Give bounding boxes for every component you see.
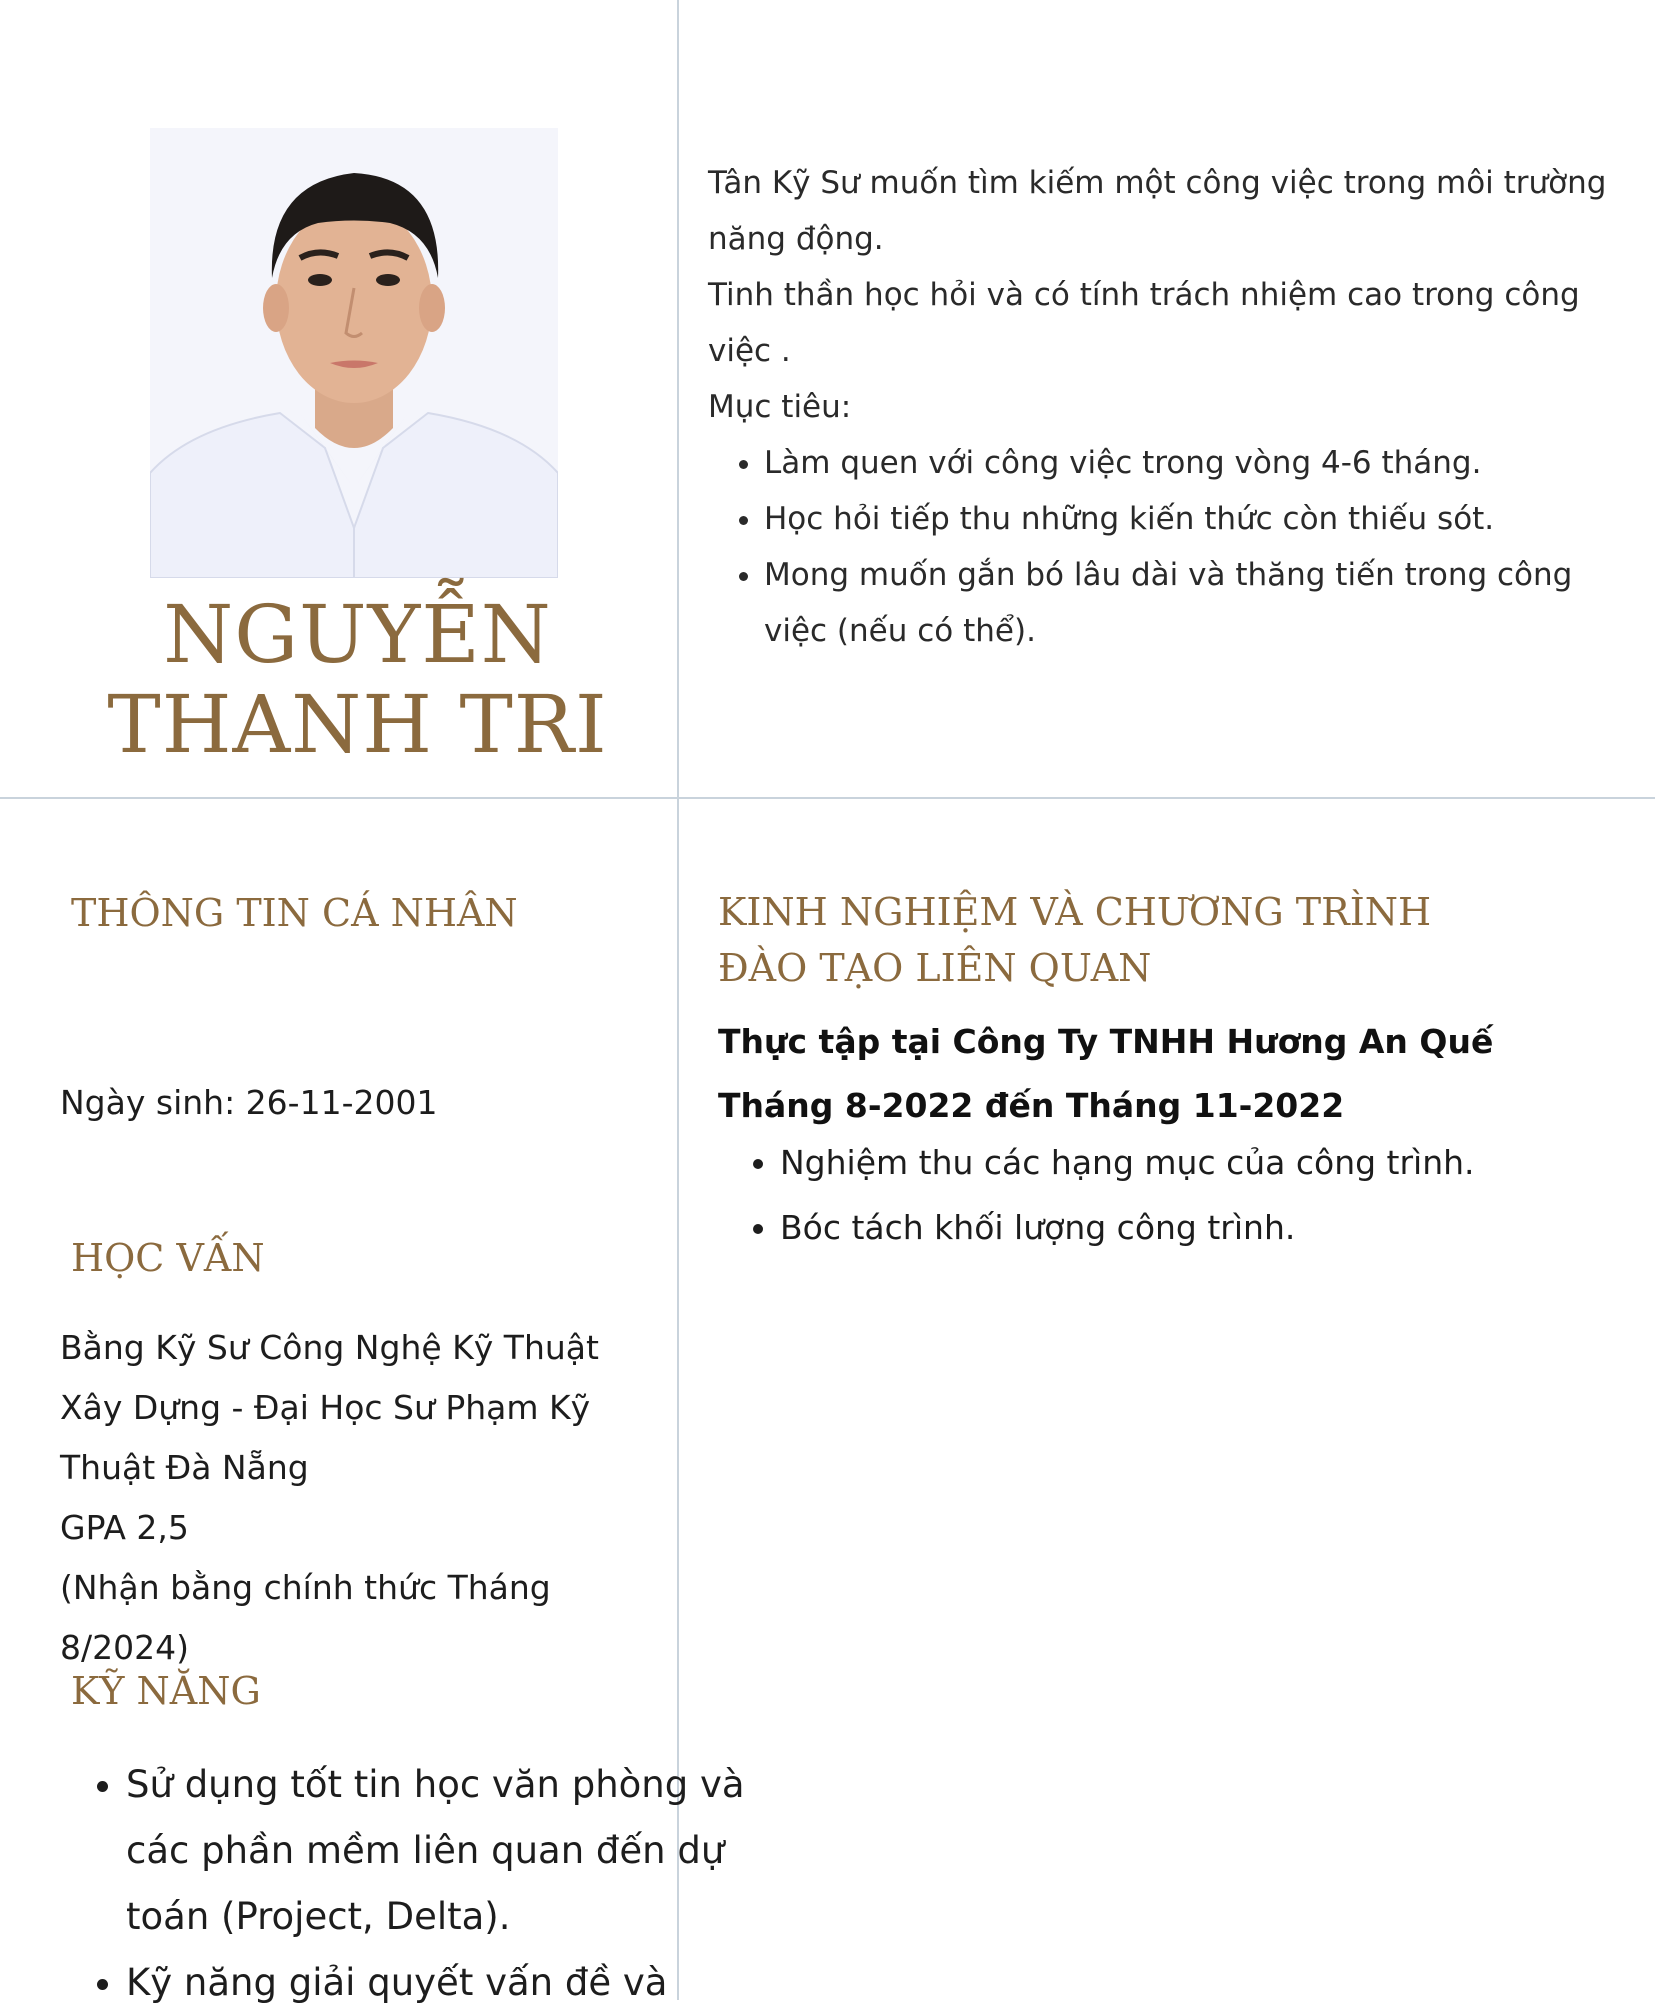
experience-entry-header (718, 1010, 1493, 1138)
name-line-2: THANH TRI (107, 678, 608, 771)
goal-item: • Mong muốn gắn bó lâu dài và thăng tiến trong công việc (nếu có thể). (764, 547, 1643, 659)
task-item: • Bóc tách khối lượng công trình. (780, 1195, 1475, 1260)
name-line-1: NGUYỄN (163, 588, 552, 681)
goal-item: • Học hỏi tiếp thu những kiến thức còn thiếu sót. (764, 491, 1643, 547)
experience-heading (718, 884, 1431, 996)
vertical-divider (677, 0, 679, 2000)
experience-heading-line-1: KINH NGHIỆM VÀ CHƯƠNG TRÌNH (718, 890, 1432, 934)
goals-label: Mục tiêu: (708, 389, 852, 425)
objective-paragraph-2: Tinh thần học hỏi và có tính trách nhiệm cao trong công việc . (708, 277, 1580, 369)
degree: Bằng Kỹ Sư Công Nghệ Kỹ Thuật Xây Dựng - Đại Học Sư Phạm Kỹ Thuật Đà Nẵng (60, 1328, 599, 1487)
skills-heading: KỸ NĂNG (71, 1669, 261, 1713)
experience-company: Thực tập tại Công Ty TNHH Hương An Quế (718, 1022, 1494, 1061)
personal-info-heading: THÔNG TIN CÁ NHÂN (71, 891, 518, 935)
candidate-name (20, 590, 695, 770)
skill-item: • Kỹ năng giải quyết vấn đề và (126, 1950, 746, 2016)
horizontal-divider (0, 797, 1655, 799)
education-details (60, 1318, 660, 1678)
skills-list (60, 1752, 746, 2016)
profile-photo (150, 128, 558, 578)
gpa: GPA 2,5 (60, 1508, 189, 1547)
career-objective (708, 155, 1643, 659)
task-item: • Nghiệm thu các hạng mục của công trình. (780, 1130, 1475, 1195)
education-heading: HỌC VẤN (71, 1236, 265, 1280)
skill-item: • Sử dụng tốt tin học văn phòng và các phần mềm liên quan đến dự toán (Project, Delta). (126, 1752, 746, 1950)
experience-period: Tháng 8-2022 đến Tháng 11-2022 (718, 1086, 1345, 1125)
objective-paragraph-1: Tân Kỹ Sư muốn tìm kiếm một công việc trong môi trường năng động. (708, 165, 1607, 257)
birthdate: Ngày sinh: 26-11-2001 (60, 1083, 438, 1122)
experience-heading-line-2: ĐÀO TẠO LIÊN QUAN (718, 946, 1152, 990)
goal-item: • Làm quen với công việc trong vòng 4-6 tháng. (764, 435, 1643, 491)
experience-tasks (718, 1130, 1475, 1260)
goals-list (708, 435, 1643, 659)
graduation-note: (Nhận bằng chính thức Tháng 8/2024) (60, 1568, 551, 1667)
